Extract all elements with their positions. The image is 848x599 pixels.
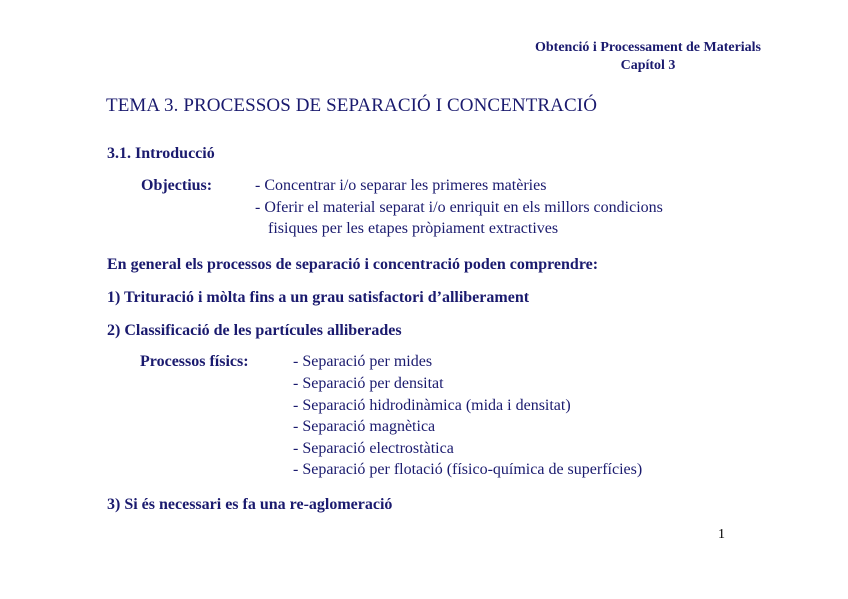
- list-point-2: 2) Classificació de les partícules alliberades: [107, 322, 402, 339]
- objective-item: - Oferir el material separat i/o enriquit en els millors condicions: [255, 199, 663, 216]
- header-chapter: Capítol 3: [620, 58, 676, 73]
- page-number: 1: [718, 527, 725, 542]
- process-item: - Separació hidrodinàmica (mida i densitat): [293, 397, 571, 414]
- process-item: - Separació magnètica: [293, 418, 436, 435]
- page-title: TEMA 3. PROCESSOS DE SEPARACIÓ I CONCENTRACIÓ: [106, 95, 598, 116]
- objective-item: - Concentrar i/o separar les primeres matèries: [255, 177, 547, 194]
- header-course-title: Obtenció i Processament de Materials: [534, 40, 762, 55]
- process-item: - Separació per mides: [293, 353, 433, 370]
- physical-processes-label: Processos físics:: [140, 353, 249, 370]
- process-item: - Separació per flotació (físico-química de superfícies): [293, 461, 643, 478]
- objective-item-continuation: fisiques per les etapes pròpiament extractives: [268, 220, 559, 237]
- list-point-3: 3) Si és necessari es fa una re-aglomeració: [107, 496, 393, 513]
- process-item: - Separació per densitat: [293, 375, 444, 392]
- objectives-label: Objectius:: [141, 177, 213, 194]
- section-heading-intro: 3.1. Introducció: [107, 145, 215, 162]
- general-statement: En general els processos de separació i concentració poden comprendre:: [107, 256, 599, 273]
- process-item: - Separació electrostàtica: [293, 440, 454, 457]
- list-point-1: 1) Trituració i mòlta fins a un grau satisfactori d’alliberament: [107, 289, 530, 306]
